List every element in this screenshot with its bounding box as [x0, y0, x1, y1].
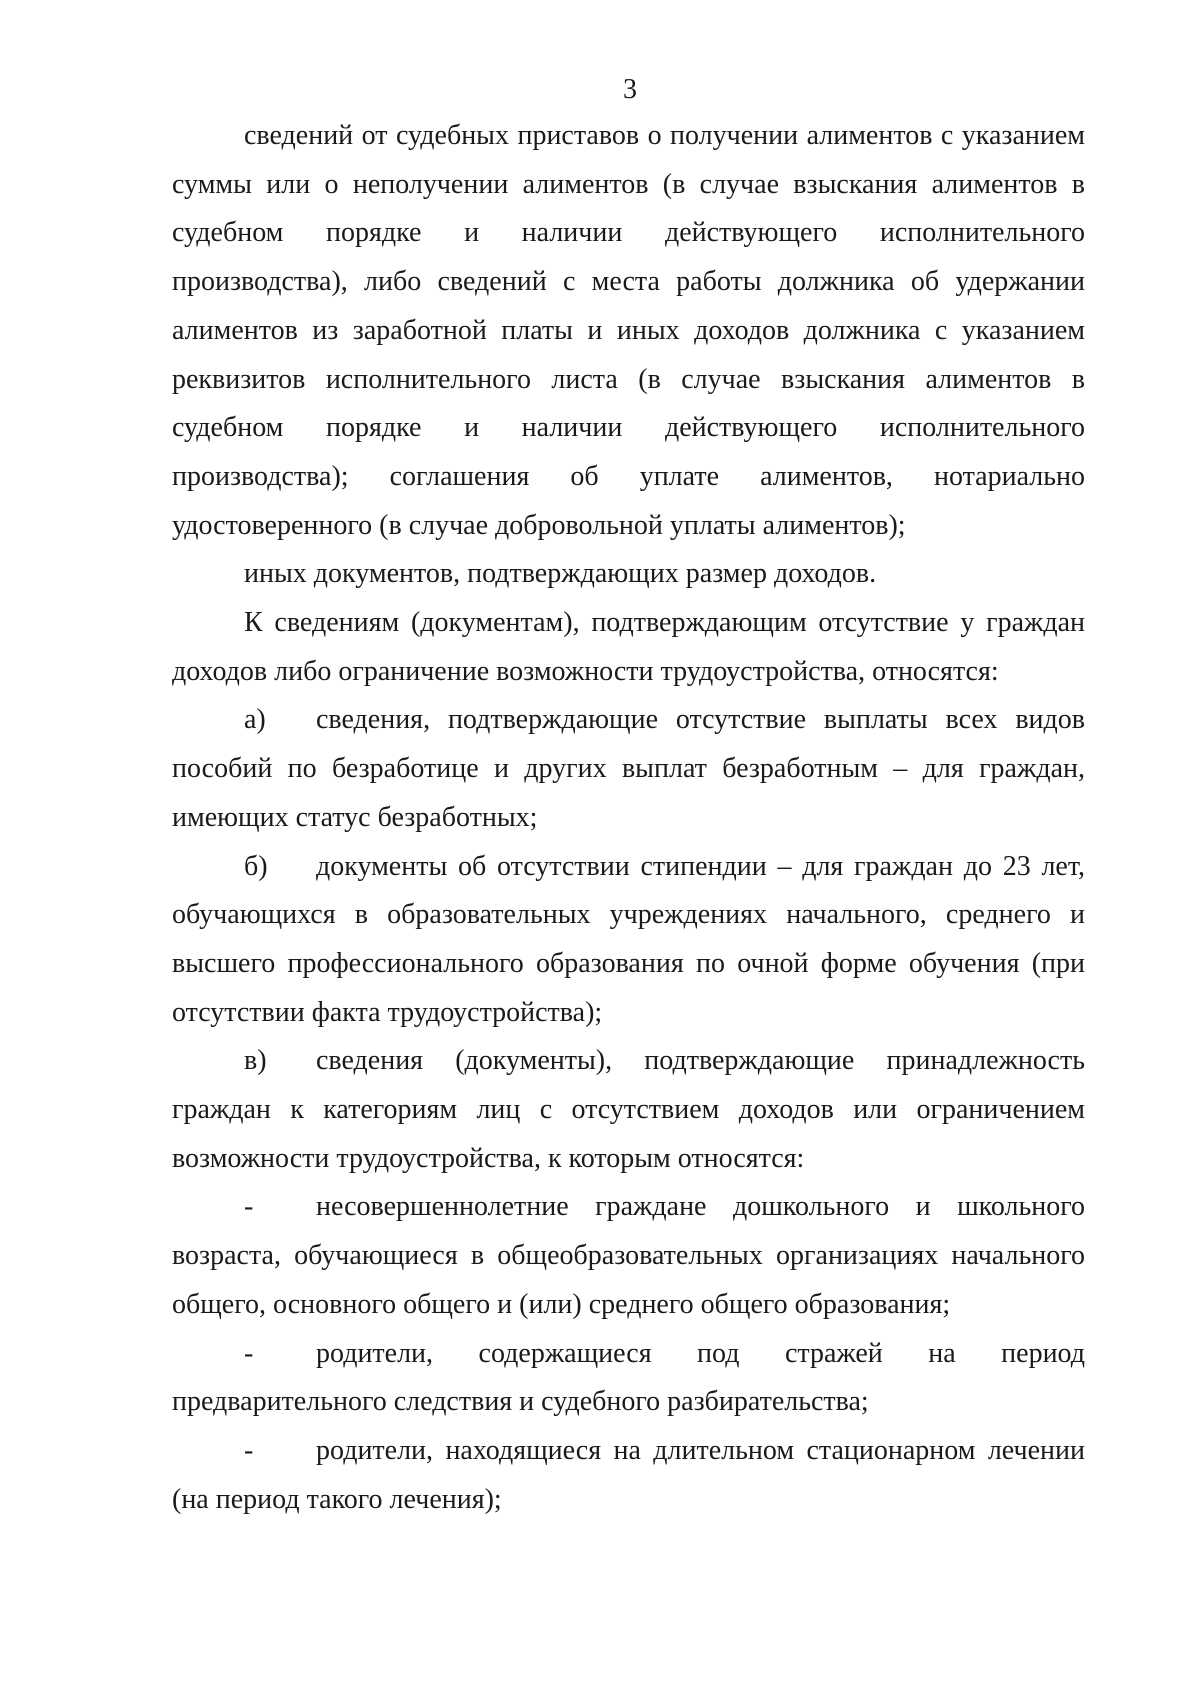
- list-marker: б): [244, 850, 268, 882]
- dash-marker: -: [244, 1337, 254, 1369]
- list-marker: в): [244, 1045, 267, 1077]
- list-item-a: [172, 696, 1085, 842]
- dash-item-text: родители, находящиеся на длительном стационарном лечении (на период такого лечения);: [172, 1434, 1085, 1515]
- page-number: 3: [623, 74, 637, 105]
- dash-marker: -: [244, 1434, 254, 1466]
- list-item-text: сведения (документы), подтверждающие принадлежность граждан к категориям лиц с отсутствием доходов или ограничением возможности трудоустройства, к которым относятся:: [172, 1045, 1085, 1174]
- dash-item-minors: [172, 1183, 1085, 1329]
- list-item-b: [172, 843, 1085, 1038]
- list-item-text: документы об отсутствии стипендии – для граждан до 23 лет, обучающихся в образовательных учреждениях начального, среднего и высшего профессионального образования по очной форме обучения (при отсутствии факта трудоустройства);: [172, 850, 1085, 1028]
- list-item-text: сведения, подтверждающие отсутствие выплаты всех видов пособий по безработице и других выплат безработным – для граждан, имеющих статус безработных;: [172, 704, 1085, 833]
- paragraph-other-documents: иных документов, подтверждающих размер доходов.: [244, 558, 877, 590]
- list-marker: а): [244, 704, 266, 736]
- document-body: [172, 112, 1085, 1524]
- dash-item-text: несовершеннолетние граждане дошкольного и школьного возраста, обучающиеся в общеобразовательных организациях начального общего, основного общего и (или) среднего общего образования;: [172, 1191, 1085, 1320]
- paragraph-intro-list: К сведениям (документам), подтверждающим отсутствие у граждан доходов либо ограничение возможности трудоустройства, относятся:: [172, 607, 1085, 687]
- paragraph-alimony-info: сведений от судебных приставов о получении алиментов с указанием суммы или о неполучении алиментов (в случае взыскания алиментов в судебном порядке и наличии действующего исполнительного производства), либо сведений с места работы должника об удержании алиментов из заработной платы и иных доходов должника с указанием реквизитов исполнительного листа (в случае взыскания алиментов в судебном порядке и наличии действующего исполнительного производства); соглашения об уплате алиментов, нотариально удостоверенного (в случае добровольной уплаты алиментов);: [172, 120, 1085, 541]
- list-item-v: [172, 1037, 1085, 1183]
- dash-item-detained-parents: [172, 1330, 1085, 1427]
- dash-item-hospitalized-parents: [172, 1427, 1085, 1524]
- dash-item-text: родители, содержащиеся под стражей на период предварительного следствия и судебного разбирательства;: [172, 1337, 1085, 1418]
- dash-marker: -: [244, 1191, 254, 1223]
